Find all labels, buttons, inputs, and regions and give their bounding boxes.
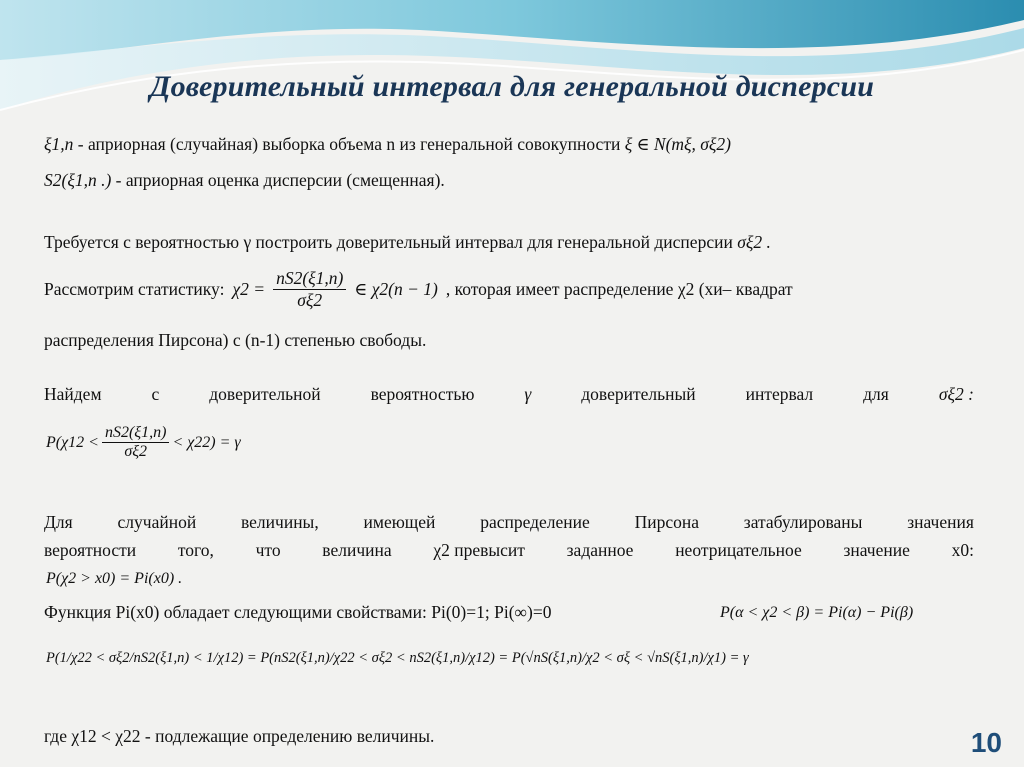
word: того, (177, 540, 214, 560)
word: неотрицательное (675, 540, 802, 560)
statistic-post: , которая имеет распределение χ2 (хи– квадрат (445, 279, 793, 299)
word: что (255, 540, 281, 560)
word: Найдем (44, 384, 102, 404)
word: имеющей (363, 512, 436, 532)
difference-formula: P(α < χ2 < β) = Pi(α) − Pi(β) (720, 604, 914, 621)
word: с (151, 384, 160, 404)
variance-text: - априорная оценка дисперсии (смещенная). (115, 170, 445, 190)
word: x0: (951, 540, 974, 560)
formula-numerator: nS2(ξ1,n) (102, 424, 170, 443)
word: χ2 превысит (433, 540, 525, 560)
exceed-probability-formula: P(χ2 > x0) = Pi(x0) . (46, 570, 183, 587)
population-formula: ξ ∈ N(mξ, σξ2) (624, 134, 732, 154)
line-sample-definition (44, 134, 731, 155)
word: интервал (745, 384, 814, 404)
sigma-symbol: σξ2 . (737, 232, 771, 252)
slide-title: Доверительный интервал для генеральной дисперсии (149, 70, 875, 103)
word: заданное (566, 540, 634, 560)
line-statistic (44, 268, 793, 311)
statistic-intro: Рассмотрим статистику: (44, 279, 225, 299)
word: затабулированы (743, 512, 863, 532)
interval-probability-formula (46, 424, 241, 461)
statistic-numerator: nS2(ξ1,n) (273, 268, 346, 290)
line-requirement (44, 232, 771, 253)
line-to-determine: где χ12 < χ22 - подлежащие определению величины. (44, 726, 435, 746)
formula-left: P(χ12 < (46, 433, 99, 451)
statistic-right: ∈ χ2(n − 1) (354, 279, 438, 299)
word: величины, (241, 512, 319, 532)
variance-symbol: S2(ξ1,n .) (44, 170, 112, 190)
sample-symbol: ξ1,n (44, 134, 74, 154)
requirement-text: Требуется с вероятностью γ построить доверительный интервал для генеральной дисперсии (44, 232, 733, 252)
line-tabulated (44, 512, 974, 533)
formula-right: < χ22) = γ (172, 433, 241, 451)
statistic-fraction (273, 268, 346, 311)
word: вероятностью (370, 384, 475, 404)
word: вероятности (44, 540, 137, 560)
line-find-interval (44, 384, 974, 405)
statistic-left: χ2 = (232, 279, 266, 299)
word: значения (907, 512, 974, 532)
word: для (863, 384, 889, 404)
word: Для (44, 512, 73, 532)
chain-inequality-formula: P(1/χ22 < σξ2/nS2(ξ1,n) < 1/χ12) = P(nS2(ξ1,n)/χ22 < σξ2 < nS2(ξ1,n)/χ12) = P(√nS(ξ1,n)/χ2 < σξ < √nS(ξ1,n)/χ1) = γ (46, 650, 749, 666)
line-probability-exceed (44, 540, 974, 561)
line-variance-estimate (44, 170, 445, 191)
word: γ (524, 384, 532, 404)
word: распределение (480, 512, 590, 532)
word: значение (843, 540, 910, 560)
word: величина (322, 540, 392, 560)
page-number: 10 (970, 727, 1002, 758)
word: Пирсона (634, 512, 699, 532)
formula-denominator: σξ2 (124, 443, 148, 460)
word: случайной (117, 512, 197, 532)
word: доверительной (209, 384, 321, 404)
sample-text: - априорная (случайная) выборка объема n из генеральной совокупности (77, 134, 621, 154)
word: σξ2 : (938, 384, 974, 404)
statistic-denominator: σξ2 (297, 290, 323, 310)
line-pearson: распределения Пирсона) с (n-1) степенью свободы. (44, 330, 427, 350)
word: доверительный (581, 384, 696, 404)
line-function-properties: Функция Pi(x0) обладает следующими свойствами: Pi(0)=1; Pi(∞)=0 (44, 602, 552, 622)
formula-fraction (102, 424, 170, 461)
